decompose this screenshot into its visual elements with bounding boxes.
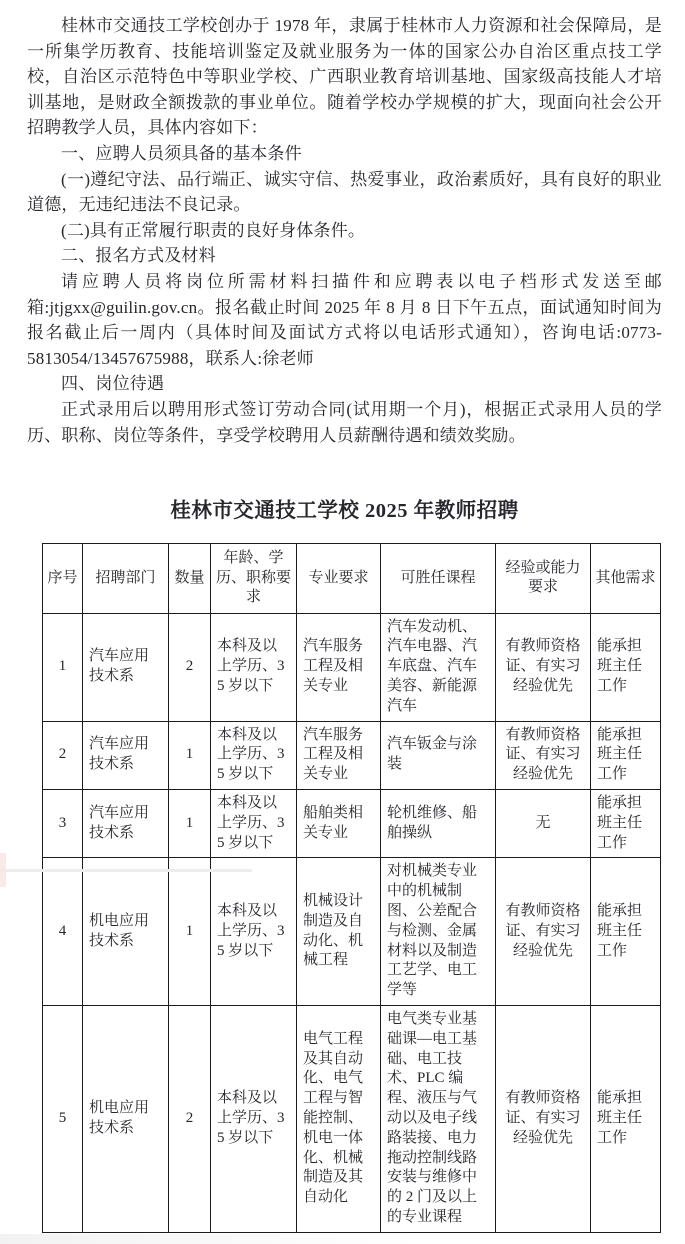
section-1-item-2: (二)具有正常履行职责的良好身体条件。 xyxy=(61,220,366,240)
header-count: 数量 xyxy=(169,544,211,614)
cell-other: 能承担班主任工作 xyxy=(591,1005,661,1232)
cell-major: 汽车服务工程及相关专业 xyxy=(297,721,381,789)
cell-courses: 电气类专业基础课—电工基础、电工技术、PLC 编程、液压与气动以及电子线路装接、电力拖动控制线路安装与维修中的 2 门及以上的专业课程 xyxy=(381,1005,496,1232)
cell-other: 能承担班主任工作 xyxy=(591,721,661,789)
cell-courses: 汽车发动机、汽车电器、汽车底盘、汽车美容、新能源汽车 xyxy=(381,613,496,721)
cell-count: 2 xyxy=(169,1005,211,1232)
cell-experience: 有教师资格证、有实习经验优先 xyxy=(496,858,591,1006)
intro-paragraph: 桂林市交通技工学校创办于 1978 年，隶属于桂林市人力资源和社会保障局，是一所集学历教育、技能培训鉴定及就业服务为一体的国家公办自治区重点技工学校，自治区示范特色中等职业学校、广西职业教育培训基地、国家级高技能人才培训基地，是财政全额拨款的事业单位。随着学校办学规模的扩大，现面向社会公开招聘教学人员，具体内容如下： xyxy=(27,16,662,138)
section-1-item-1: (一)遵纪守法、品行端正、诚实守信、热爱事业，政治素质好，具有良好的职业道德，无违纪违法不良记录。 xyxy=(27,169,662,215)
cell-major: 船舶类相关专业 xyxy=(297,789,381,857)
cell-experience: 有教师资格证、有实习经验优先 xyxy=(496,1005,591,1232)
cell-other: 能承担班主任工作 xyxy=(591,789,661,857)
cell-count: 1 xyxy=(169,858,211,1006)
cell-courses: 汽车钣金与涂装 xyxy=(381,721,496,789)
header-major: 专业要求 xyxy=(297,544,381,614)
cell-courses: 对机械类专业中的机械制图、公差配合与检测、金属材料以及制造工艺学、电工学等 xyxy=(381,858,496,1006)
section-2-paragraph: 请应聘人员将岗位所需材料扫描件和应聘表以电子档形式发送至邮箱:jtjgxx@guilin.gov.cn。报名截止时间 2025 年 8 月 8 日下午五点，面试通知时间为报名截止后一周内（具体时间及面试方式将以电话形式通知），咨询电话:0773-5813054/13457675988，联系人:徐老师 xyxy=(27,271,662,368)
cell-age-education: 本科及以上学历、35 岁以下 xyxy=(211,721,297,789)
scan-bottom-shadow xyxy=(0,1234,420,1244)
cell-other: 能承担班主任工作 xyxy=(591,613,661,721)
cell-age-education: 本科及以上学历、35 岁以下 xyxy=(211,789,297,857)
header-department: 招聘部门 xyxy=(83,544,169,614)
cell-index: 3 xyxy=(43,789,83,857)
cell-department: 机电应用技术系 xyxy=(83,858,169,1006)
cell-count: 2 xyxy=(169,613,211,721)
cell-department: 汽车应用技术系 xyxy=(83,613,169,721)
cell-count: 1 xyxy=(169,721,211,789)
section-2-heading: 二、报名方式及材料 xyxy=(61,246,216,266)
table-row xyxy=(43,1005,661,1232)
header-experience: 经验或能力要求 xyxy=(496,544,591,614)
cell-major: 汽车服务工程及相关专业 xyxy=(297,613,381,721)
table-header-row xyxy=(43,544,661,614)
header-index: 序号 xyxy=(43,544,83,614)
section-1-heading: 一、应聘人员须具备的基本条件 xyxy=(61,143,302,163)
cell-age-education: 本科及以上学历、35 岁以下 xyxy=(211,613,297,721)
cell-department: 汽车应用技术系 xyxy=(83,789,169,857)
cell-index: 5 xyxy=(43,1005,83,1232)
recruitment-table xyxy=(42,543,661,1233)
cell-department: 汽车应用技术系 xyxy=(83,721,169,789)
section-4-heading: 四、岗位待遇 xyxy=(61,374,165,394)
cell-courses: 轮机维修、船舶操纵 xyxy=(381,789,496,857)
section-4-paragraph: 正式录用后以聘用形式签订劳动合同(试用期一个月)，根据正式录用人员的学历、职称、岗位等条件，享受学校聘用人员薪酬待遇和绩效奖励。 xyxy=(27,399,662,445)
cell-count: 1 xyxy=(169,789,211,857)
cell-age-education: 本科及以上学历、35 岁以下 xyxy=(211,1005,297,1232)
table-row xyxy=(43,858,661,1006)
table-row xyxy=(43,789,661,857)
cell-index: 1 xyxy=(43,613,83,721)
table-title: 桂林市交通技工学校 2025 年教师招聘 xyxy=(170,500,519,523)
header-courses: 可胜任课程 xyxy=(381,544,496,614)
cell-major: 电气工程及其自动化、电气工程与智能控制、机电一体化、机械制造及其自动化 xyxy=(297,1005,381,1232)
cell-index: 2 xyxy=(43,721,83,789)
cell-age-education: 本科及以上学历、35 岁以下 xyxy=(211,858,297,1006)
cell-experience: 有教师资格证、有实习经验优先 xyxy=(496,721,591,789)
cell-index: 4 xyxy=(43,858,83,1006)
cell-experience: 无 xyxy=(496,789,591,857)
header-other: 其他需求 xyxy=(591,544,661,614)
cell-department: 机电应用技术系 xyxy=(83,1005,169,1232)
table-row xyxy=(43,613,661,721)
cell-major: 机械设计制造及自动化、机械工程 xyxy=(297,858,381,1006)
cell-experience: 有教师资格证、有实习经验优先 xyxy=(496,613,591,721)
table-row xyxy=(43,721,661,789)
header-age-education: 年龄、学历、职称要求 xyxy=(211,544,297,614)
cell-other: 能承担班主任工作 xyxy=(591,858,661,1006)
